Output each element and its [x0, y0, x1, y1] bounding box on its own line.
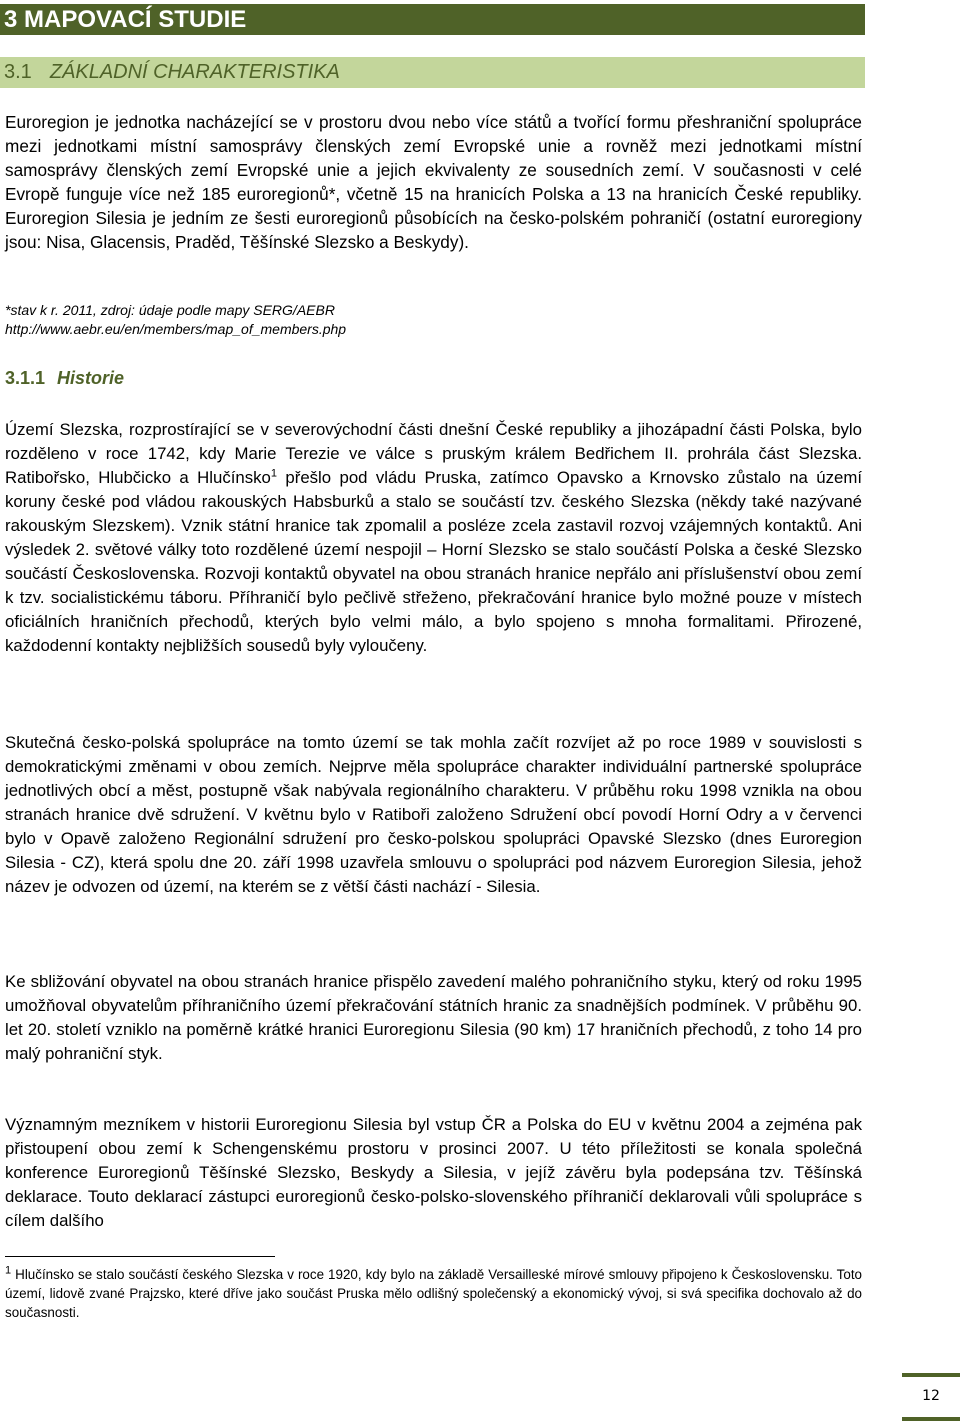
subsection-heading [5, 366, 124, 390]
footnote [5, 1265, 862, 1322]
footnote-separator [5, 1256, 275, 1257]
section-number: 3.1 [4, 61, 32, 83]
history-text-rest: přešlo pod vládu Pruska, zatímco Opavsko a Krnovsko zůstalo na území koruny české pod vládou rakouských Habsburků a stalo se součástí tzv. českého Slezska (někdy také nazývané rakouským Slezskem). Vznik státní hranice tak zpomalil a posléze zcela zastavil rozvoj vzájemných kontaktů. Ani výsledek 2. světové války toto rozdělené území nespojil – Horní Slezsko se stalo součástí Polska a české Slezsko součástí Československa. Rozvoji kontaktů obyvatel na obou stranách hranice nepřálo ani příslušenství obou zemí k tzv. socialistickému táboru. Příhraničí bylo pečlivě střeženo, překračování hranice bylo možné pouze v místech oficiálních hraničních přechodů, kterých bylo velmi málo, a bylo spojeno s mnoha formalitami. Přirozené, každodenní kontakty nejbližších sousedů byly vyloučeny. [5, 468, 862, 655]
history-paragraph-4: Významným mezníkem v historii Euroregionu Silesia byl vstup ČR a Polska do EU v květnu 2004 a zejména pak přistoupení obou zemí k Schengenskému prostoru v prosinci 2007. U této příležitosti se konala společná konference Euroregionů Těšínské Slezsko, Beskydy a Silesia, v jejíž závěru byla podepsána tzv. Těšínská deklarace. Touto deklarací zástupci euroregionů česko-polsko-slovenského příhraničí deklarovali vůli spolupráce s cílem dalšího [5, 1115, 862, 1230]
history-paragraph-2: Skutečná česko-polská spolupráce na tomto území se tak mohla začít rozvíjet až po roce 1989 v souvislosti s demokratickými změnami v obou zemích. Nejprve měla spolupráce charakter individuální partnerské spolupráce jednotlivých obcí a měst, postupně však nabývala regionálního charakteru. V průběhu roku 1998 vznikla na obou stranách hranice dvě sdružení. V květnu bylo v Ratiboři založeno Sdružení obcí povodí Horní Odry a v červenci bylo v Opavě založeno Regionální sdružení pro česko-polskou spolupráci Opavské Slezsko (dnes Euroregion Silesia - CZ), která spolu dne 20. září 1998 uzavřela smlouvu o spolupráci pod názvem Euroregion Silesia, jehož název je odvozen od území, na kterém se z větší části nachází - Silesia. [5, 733, 862, 896]
page-number: 12 [902, 1373, 960, 1421]
source-note-url: http://www.aebr.eu/en/members/map_of_members.php [5, 321, 347, 337]
intro-paragraph: Euroregion je jednotka nacházející se v prostoru dvou nebo více států a tvořící formu přeshraniční spolupráce mezi jednotkami místní samosprávy členských zemí Evropské unie a rovněž mezi jednotkami místní samosprávy členských zemí Evropské unie a jejich ekvivalenty ze sousedních zemí. V současnosti v celé Evropě funguje více než 185 euroregionů*, včetně 15 na hranicích Polska a 13 na hranicích České republiky. Euroregion Silesia je jedním ze šesti euroregionů působících na česko-polském pohraničí (ostatní euroregiony jsou: Nisa, Glacensis, Praděd, Těšínské Slezsko a Beskydy). [5, 112, 862, 252]
source-note-line-1: *stav k r. 2011, zdroj: údaje podle mapy SERG/AEBR [5, 302, 335, 318]
section-title: ZÁKLADNÍ CHARAKTERISTIKA [49, 61, 340, 83]
subsection-title: Historie [57, 368, 125, 388]
subsection-number: 3.1.1 [5, 368, 46, 388]
footnote-text: Hlučínsko se stalo součástí českého Slezska v roce 1920, kdy bylo na základě Versailleské mírové smlouvy připojeno k Československu. Toto území, lidově zvané Prajzsko, které dříve jako součást Pruska mělo odlišný společenský a ekonomický vývoj, si svá specifika dochovalo až do současnosti. [5, 1267, 862, 1320]
footnote-reference[interactable]: 1 [270, 467, 277, 480]
source-note [5, 301, 862, 339]
history-text-start: Území Slezska, rozprostírající se v severovýchodní části dnešní České republiky a jihozápadní části Polska, bylo rozděleno v roce 1742, kdy Marie Terezie ve válce s pruským králem Bedřichem II. prohrála část Slezska. Ratibořsko, Hlubčicko a Hlučínsko [5, 420, 862, 487]
section-heading [0, 57, 865, 88]
history-paragraph-3: Ke sbližování obyvatel na obou stranách hranice přispělo zavedení malého pohraničního styku, který od roku 1995 umožňoval obyvatelům příhraničního území překračování státních hranic za snadnějších podmínek. V průběhu 90. let 20. století vzniklo na poměrně krátké hranici Euroregionu Silesia (90 km) 17 hraničních přechodů, z toho 14 pro malý pohraniční styk. [5, 972, 862, 1063]
chapter-heading: 3 MAPOVACÍ STUDIE [0, 4, 865, 35]
history-paragraph-1 [5, 418, 862, 658]
footnote-marker: 1 [5, 1264, 12, 1277]
